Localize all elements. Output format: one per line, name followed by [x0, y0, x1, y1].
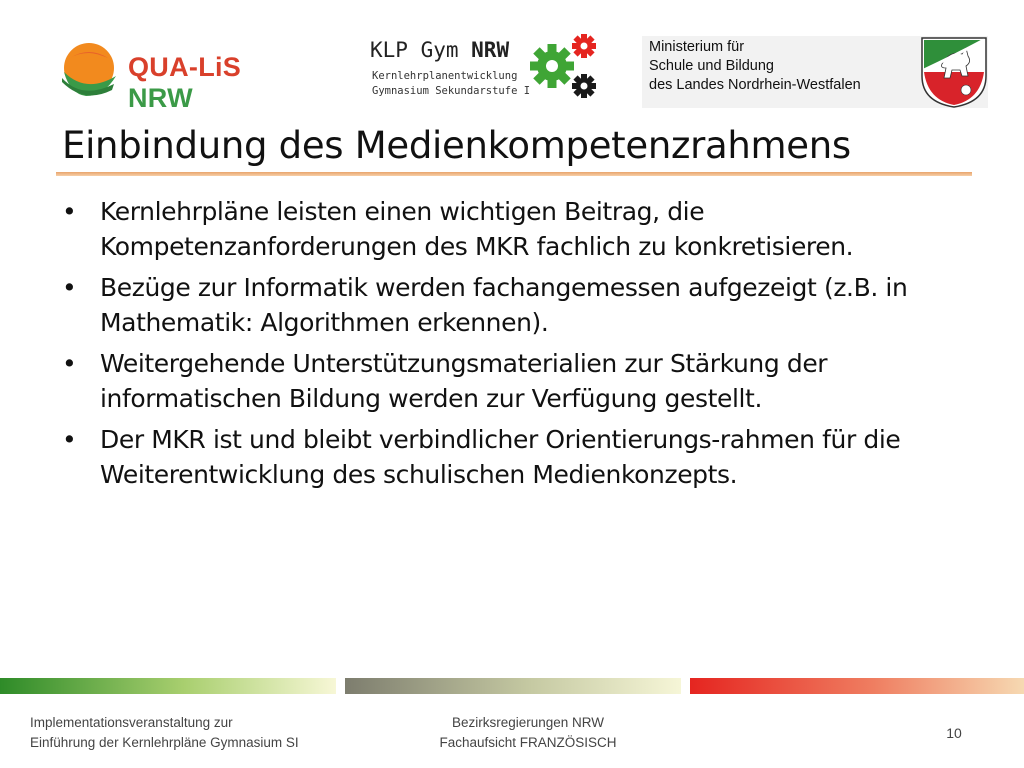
klp-subtitle-line2: Gymnasium Sekundarstufe I	[372, 85, 531, 97]
footer-left-line2: Einführung der Kernlehrpläne Gymnasium SI	[30, 735, 299, 750]
footer-organizer-info	[410, 713, 646, 753]
bullet-marker: •	[62, 349, 77, 378]
bullet-text: Der MKR ist und bleibt verbindlicher Orientierungs-rahmen für die Weiterentwicklung des schulischen Medienkonzepts.	[100, 425, 901, 489]
ministry-line1: Ministerium für	[649, 39, 745, 55]
slide-title: Einbindung des Medienkompetenzrahmens	[62, 124, 851, 167]
qualis-logo	[56, 38, 296, 113]
klp-logo-title	[370, 38, 509, 62]
bullet-marker: •	[62, 273, 77, 302]
footer-bar-green	[0, 678, 336, 694]
bullet-marker: •	[62, 425, 77, 454]
footer-center-line1: Bezirksregierungen NRW	[451, 715, 605, 730]
gears-icon	[526, 34, 602, 106]
ministry-logo-text	[649, 38, 861, 95]
qualis-emblem-icon	[56, 38, 126, 104]
footer-event-info	[30, 713, 299, 753]
bullet-text: Kernlehrpläne leisten einen wichtigen Beitrag, die Kompetenzanforderungen des MKR fachlich zu konkretisieren.	[100, 197, 854, 261]
qualis-wordmark	[128, 52, 296, 114]
nrw-coat-of-arms-icon	[920, 36, 988, 108]
klp-title-bold: NRW	[471, 38, 510, 62]
ministry-logo	[642, 36, 988, 108]
klp-title-regular: KLP Gym	[370, 38, 472, 62]
bullet-item	[62, 346, 962, 416]
klp-subtitle-line1: Kernlehrplanentwicklung	[372, 70, 518, 82]
bullet-text: Bezüge zur Informatik werden fachangemessen aufgezeigt (z.B. in Mathematik: Algorithmen erkennen).	[100, 273, 908, 337]
bullet-list	[62, 194, 962, 498]
bullet-text: Weitergehende Unterstützungsmaterialien zur Stärkung der informatischen Bildung werden zur Verfügung gestellt.	[100, 349, 828, 413]
footer-bar-grey	[345, 678, 681, 694]
ministry-line2: Schule und Bildung	[649, 58, 774, 74]
page-number: 10	[946, 725, 962, 741]
bullet-item	[62, 422, 962, 492]
bullet-item	[62, 270, 962, 340]
klp-logo-subtitle	[372, 69, 530, 99]
qualis-wordmark-part2: NRW	[128, 83, 193, 113]
footer-center-line2: Fachaufsicht FRANZÖSISCH	[439, 735, 617, 750]
footer-left-line1: Implementationsveranstaltung zur	[30, 715, 233, 730]
footer-bar-red	[690, 678, 1024, 694]
qualis-wordmark-part1: QUA-LiS	[128, 52, 242, 82]
ministry-line3: des Landes Nordrhein-Westfalen	[649, 77, 861, 93]
bullet-item	[62, 194, 962, 264]
klp-logo	[370, 38, 602, 104]
bullet-marker: •	[62, 197, 77, 226]
title-underline	[56, 172, 972, 176]
